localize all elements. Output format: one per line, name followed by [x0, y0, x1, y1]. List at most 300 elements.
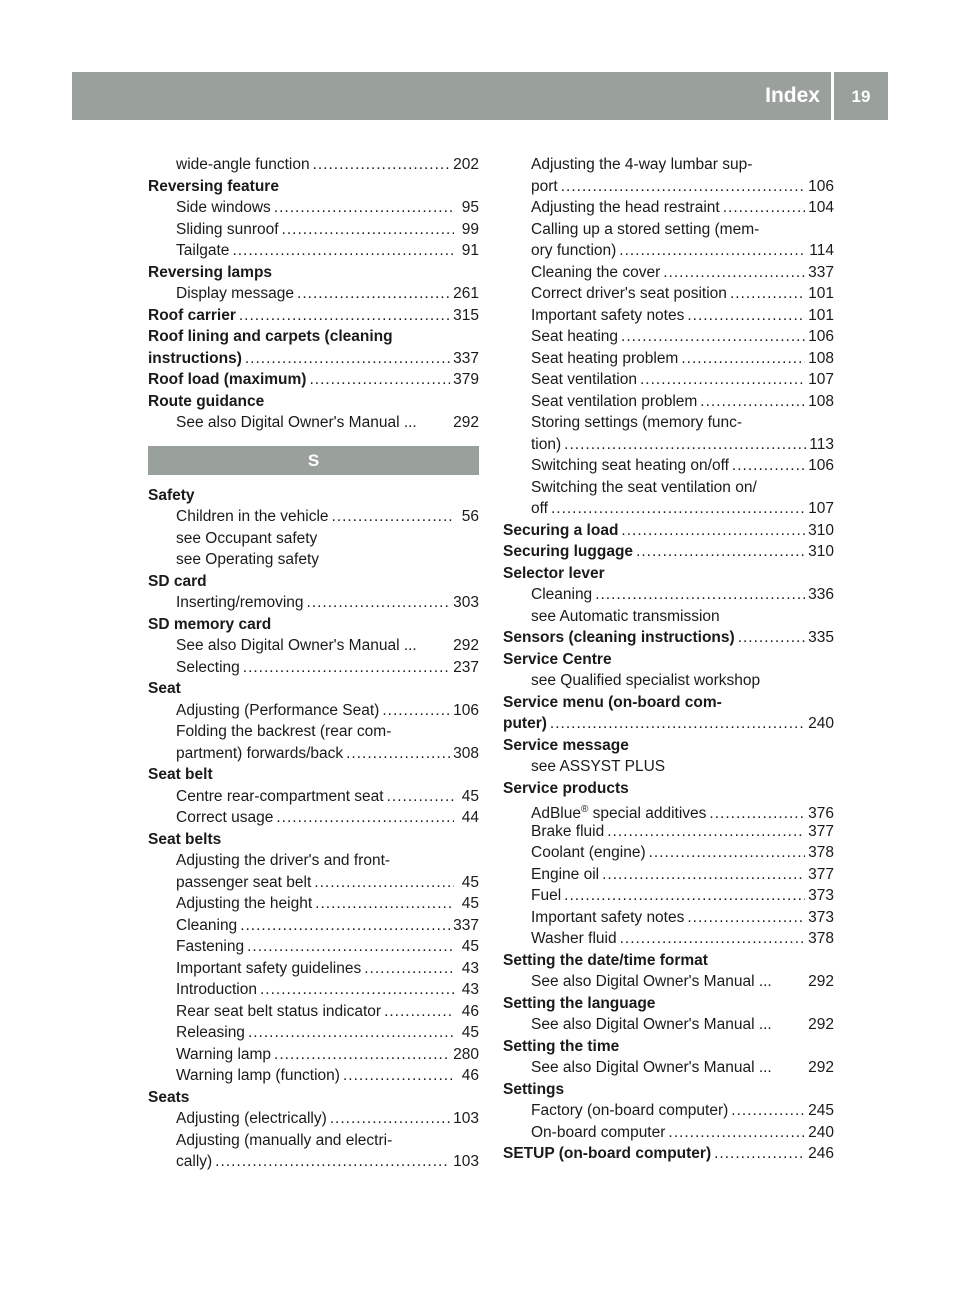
entry-text: Correct usage: [176, 809, 274, 826]
dot-leader: [309, 369, 450, 391]
entry-text: Folding the backrest (rear com-: [176, 723, 392, 740]
dot-leader: [564, 885, 805, 907]
dot-leader: [732, 455, 805, 477]
entry-text: Selecting: [176, 658, 240, 676]
index-subentry: [503, 240, 834, 262]
dot-leader: [738, 627, 805, 649]
entry-text: Warning lamp (function): [176, 1067, 340, 1084]
index-subentry: [148, 592, 479, 614]
entry-text: Rear seat belt status indicator: [176, 1002, 382, 1020]
entry-text: see Automatic transmission: [531, 607, 720, 625]
page-reference: 240: [808, 1123, 834, 1141]
page-reference: 261: [453, 285, 479, 302]
index-entry: [148, 1087, 479, 1109]
entry-text: Service message: [503, 736, 629, 754]
index-entry: [503, 993, 834, 1015]
index-entry: [148, 305, 479, 327]
index-subentry: [503, 197, 834, 219]
index-entry: [503, 520, 834, 542]
index-subentry: [503, 670, 834, 692]
section-title: Index: [765, 84, 820, 107]
page-reference: 101: [808, 285, 834, 302]
entry-text: Seat ventilation: [531, 371, 637, 388]
page-reference: 237: [453, 658, 479, 676]
index-subentry: [148, 743, 479, 765]
index-subentry: [148, 1130, 479, 1152]
page-reference: 292: [808, 1016, 834, 1033]
index-subentry: [503, 907, 834, 929]
index-subentry: [148, 657, 479, 679]
dot-leader: [364, 958, 454, 980]
dot-leader: [602, 864, 805, 886]
page-reference: 45: [461, 787, 479, 805]
entry-text: Cleaning: [176, 916, 238, 934]
page-number: 19: [851, 87, 871, 106]
dot-leader: [636, 541, 805, 563]
entry-text: Adjusting the height: [176, 895, 313, 912]
index-subentry: [148, 872, 479, 894]
dot-leader: [243, 657, 450, 679]
dot-leader: [564, 434, 806, 456]
dot-leader: [245, 348, 450, 370]
index-entry: [503, 692, 834, 714]
page-reference: 376: [808, 805, 834, 821]
index-subentry: [148, 154, 479, 176]
entry-text: Reversing feature: [148, 177, 279, 195]
index-entry: [148, 348, 479, 370]
dot-leader: [723, 197, 805, 219]
page-reference: 378: [808, 844, 834, 861]
page-reference: 113: [809, 435, 834, 453]
index-subentry: [148, 1022, 479, 1044]
entry-text: Roof lining and carpets (cleaning: [148, 328, 393, 345]
page-reference: 378: [808, 930, 834, 947]
index-group: [503, 154, 834, 1165]
entry-text: Adjusting the head restraint: [531, 199, 720, 216]
index-subentry: [503, 1122, 834, 1144]
page-reference: 337: [808, 263, 834, 281]
page-reference: 114: [809, 242, 834, 259]
index-subentry: [503, 434, 834, 456]
index-subentry: [148, 958, 479, 980]
entry-text: cally): [176, 1153, 213, 1170]
index-entry: [148, 262, 479, 284]
dot-leader: [621, 520, 805, 542]
entry-text: Engine oil: [531, 865, 600, 883]
page-reference: 310: [808, 543, 834, 560]
index-entry: [503, 735, 834, 757]
index-entry: [148, 369, 479, 391]
dot-leader: [619, 240, 806, 262]
dot-leader: [621, 326, 805, 348]
index-entry: [503, 1143, 834, 1165]
index-entry: [148, 485, 479, 507]
index-entry: [148, 571, 479, 593]
index-subentry: [148, 979, 479, 1001]
dot-leader: [700, 391, 805, 413]
entry-text: instructions): [148, 349, 242, 367]
dot-leader: [681, 348, 805, 370]
page-reference: 379: [453, 371, 479, 388]
entry-text: partment) forwards/back: [176, 744, 344, 762]
dot-leader: [640, 369, 805, 391]
page-reference: 303: [453, 594, 479, 611]
entry-text: Important safety guidelines: [176, 959, 362, 977]
page-reference: 337: [453, 349, 479, 367]
page-reference: 240: [808, 715, 834, 732]
entry-text: off: [531, 500, 548, 517]
entry-text: passenger seat belt: [176, 873, 312, 891]
entry-text: Selector lever: [503, 564, 605, 582]
index-subentry: [503, 326, 834, 348]
index-subentry: [503, 864, 834, 886]
index-subentry: [503, 842, 834, 864]
page-reference: 315: [453, 306, 479, 324]
entry-text: Setting the language: [503, 994, 656, 1012]
index-entry: [148, 326, 479, 348]
dot-leader: [247, 936, 454, 958]
dot-leader: [687, 305, 805, 327]
entry-text: Adjusting (Performance Seat): [176, 701, 380, 719]
entry-text: Roof load (maximum): [148, 371, 307, 388]
index-group: [148, 485, 479, 1173]
index-entry: [148, 829, 479, 851]
entry-text: Fastening: [176, 938, 245, 955]
index-subentry: [503, 391, 834, 413]
entry-text: Inserting/removing: [176, 594, 304, 611]
entry-text: Seat belts: [148, 830, 222, 848]
dot-leader: [382, 700, 450, 722]
index-subentry: [503, 1100, 834, 1122]
index-subentry: [148, 412, 479, 434]
page-reference: 104: [808, 199, 834, 216]
dot-leader: [595, 584, 805, 606]
index-column-right: [503, 154, 834, 1165]
entry-text: Children in the vehicle: [176, 508, 329, 525]
index-subentry: [148, 219, 479, 241]
entry-text: Tailgate: [176, 242, 230, 259]
entry-text: Introduction: [176, 981, 257, 998]
page-reference: 202: [453, 156, 479, 173]
dot-leader: [709, 803, 805, 821]
index-subentry: [148, 700, 479, 722]
entry-text: Setting the date/time format: [503, 951, 708, 969]
entry-text: Seat heating problem: [531, 349, 679, 367]
page-reference: 377: [808, 865, 834, 883]
dot-leader: [215, 1151, 450, 1173]
entry-text: Reversing lamps: [148, 263, 273, 281]
dot-leader: [282, 219, 454, 241]
page-reference: 103: [453, 1110, 479, 1127]
dot-leader: [730, 283, 805, 305]
entry-text: Sliding sunroof: [176, 220, 279, 238]
entry-text: tion): [531, 435, 562, 453]
entry-text: See also Digital Owner's Manual ...: [176, 414, 417, 431]
page-reference: 373: [808, 908, 834, 926]
entry-text: Factory (on-board computer): [531, 1102, 729, 1119]
dot-leader: [274, 197, 454, 219]
entry-text: port: [531, 177, 558, 195]
index-entry: [148, 614, 479, 636]
entry-text: see Operating safety: [176, 551, 320, 568]
index-entry: [503, 950, 834, 972]
entry-text: Cleaning the cover: [531, 263, 661, 281]
page-reference: 46: [461, 1067, 479, 1084]
index-subentry: [148, 1044, 479, 1066]
entry-text: Warning lamp: [176, 1045, 272, 1063]
index-subentry: [148, 1108, 479, 1130]
entry-text: Important safety notes: [531, 306, 685, 324]
dot-leader: [561, 176, 805, 198]
entry-text: ory function): [531, 242, 617, 259]
entry-text: Service menu (on-board com-: [503, 693, 722, 711]
page-reference: 335: [808, 629, 834, 646]
index-column-left: [148, 154, 479, 1173]
dot-leader: [240, 915, 450, 937]
entry-text: Adjusting (electrically): [176, 1110, 327, 1127]
page-reference: 292: [808, 973, 834, 990]
index-group: [148, 154, 479, 434]
index-entry: [503, 778, 834, 800]
entry-text: See also Digital Owner's Manual ...: [531, 1016, 772, 1033]
index-entry: [148, 176, 479, 198]
entry-text: puter): [503, 715, 547, 732]
page-reference: 292: [808, 1059, 834, 1076]
dot-leader: [315, 893, 454, 915]
page-reference: 336: [808, 586, 834, 603]
entry-text-part: special additives: [588, 805, 707, 821]
page-reference: 292: [453, 637, 479, 654]
page-reference: 91: [461, 242, 479, 259]
index-subentry: [148, 240, 479, 262]
index-subentry: [503, 821, 834, 843]
index-subentry: [148, 197, 479, 219]
page-reference: 310: [808, 521, 834, 539]
index-subentry: [148, 721, 479, 743]
page-reference: 308: [453, 744, 479, 762]
index-subentry: [148, 635, 479, 657]
index-entry: [148, 391, 479, 413]
page-reference: 106: [808, 457, 834, 474]
index-subentry: [148, 1065, 479, 1087]
index-entry: [503, 713, 834, 735]
index-subentry: [503, 1014, 834, 1036]
entry-text: wide-angle function: [176, 156, 310, 173]
index-subentry: [148, 915, 479, 937]
index-subentry: [503, 971, 834, 993]
dot-leader: [346, 743, 450, 765]
dot-leader: [731, 1100, 805, 1122]
index-subentry: [503, 348, 834, 370]
entry-text: SD card: [148, 572, 207, 590]
entry-text: Coolant (engine): [531, 844, 646, 861]
dot-leader: [343, 1065, 454, 1087]
dot-leader: [384, 1001, 454, 1023]
dot-leader: [687, 907, 805, 929]
page-reference: 107: [808, 371, 834, 388]
page-reference: 245: [808, 1102, 834, 1119]
entry-text: See also Digital Owner's Manual ...: [531, 973, 772, 990]
page-reference: 95: [461, 199, 479, 216]
registered-mark: ®: [580, 804, 589, 815]
entry-text: Correct driver's seat position: [531, 285, 727, 302]
dot-leader: [260, 979, 454, 1001]
index-subentry: [503, 412, 834, 434]
page-reference: 45: [461, 1024, 479, 1041]
dot-leader: [550, 713, 805, 735]
entry-text: Calling up a stored setting (mem-: [531, 220, 760, 238]
page-reference: 103: [453, 1153, 479, 1170]
index-subentry: [503, 606, 834, 628]
page-reference: 43: [461, 959, 479, 977]
index-subentry: [503, 584, 834, 606]
index-subentry: [503, 1057, 834, 1079]
entry-text: Adjusting the 4-way lumbar sup-: [531, 156, 753, 173]
entry-text: Seats: [148, 1088, 190, 1106]
entry-text: Adjusting (manually and electri-: [176, 1131, 393, 1149]
entry-text: Cleaning: [531, 586, 593, 603]
index-subentry: [148, 936, 479, 958]
dot-leader: [307, 592, 451, 614]
index-subentry: [503, 369, 834, 391]
page-reference: 99: [461, 220, 479, 238]
dot-leader: [332, 506, 454, 528]
page-reference: 108: [808, 349, 834, 367]
index-subentry: [148, 549, 479, 571]
index-subentry: [148, 850, 479, 872]
dot-leader: [387, 786, 454, 808]
entry-text: Storing settings (memory func-: [531, 414, 743, 431]
index-entry: [503, 627, 834, 649]
index-subentry: [503, 154, 834, 176]
entry-text: see Qualified specialist workshop: [531, 672, 761, 689]
dot-leader: [714, 1143, 805, 1165]
dot-leader: [239, 305, 450, 327]
page-reference: 292: [453, 414, 479, 431]
dot-leader: [274, 1044, 450, 1066]
index-subentry: [503, 219, 834, 241]
page-reference: 101: [808, 306, 834, 324]
dot-leader: [276, 807, 454, 829]
entry-text: See also Digital Owner's Manual ...: [531, 1059, 772, 1076]
entry-text: Fuel: [531, 887, 562, 904]
entry-text: Safety: [148, 486, 195, 504]
section-letter-bar: S: [148, 446, 479, 475]
entry-text: Seat belt: [148, 766, 213, 783]
page-reference: 106: [808, 177, 834, 195]
entry-text: see ASSYST PLUS: [531, 758, 666, 775]
index-entry: [503, 649, 834, 671]
index-entry: [503, 563, 834, 585]
dot-leader: [314, 872, 454, 894]
page-reference: 46: [461, 1002, 479, 1020]
dot-leader: [330, 1108, 450, 1130]
dot-leader: [248, 1022, 454, 1044]
entry-text-part: AdBlue: [531, 805, 581, 821]
index-entry: [503, 541, 834, 563]
page-reference: 45: [461, 895, 479, 912]
index-subentry: [148, 1001, 479, 1023]
index-subentry: [148, 893, 479, 915]
entry-text: Centre rear-compartment seat: [176, 787, 384, 805]
page-reference: 106: [808, 328, 834, 345]
index-subentry: [148, 1151, 479, 1173]
entry-text: On-board computer: [531, 1123, 666, 1141]
page-reference: 107: [808, 500, 834, 517]
entry-text: [531, 799, 706, 821]
entry-text: Adjusting the driver's and front-: [176, 852, 391, 869]
dot-leader: [649, 842, 806, 864]
index-entry: [148, 764, 479, 786]
page-reference: 337: [453, 916, 479, 934]
index-subentry: [503, 799, 834, 821]
index-subentry: [503, 477, 834, 499]
page-reference: 56: [461, 508, 479, 525]
entry-text: Service products: [503, 779, 629, 797]
dot-leader: [663, 262, 805, 284]
page-reference: 377: [808, 822, 834, 840]
page-reference: 246: [808, 1145, 834, 1162]
entry-text: Switching the seat ventilation on/: [531, 478, 757, 496]
entry-text: Setting the time: [503, 1037, 620, 1055]
index-subentry: [503, 283, 834, 305]
entry-text: Seat heating: [531, 328, 619, 345]
index-subentry: [503, 262, 834, 284]
page-reference: 373: [808, 887, 834, 904]
page-reference: 106: [453, 701, 479, 719]
dot-leader: [232, 240, 454, 262]
dot-leader: [668, 1122, 805, 1144]
entry-text: Securing luggage: [503, 543, 634, 560]
page-reference: 108: [808, 392, 834, 410]
entry-text: Settings: [503, 1080, 565, 1098]
entry-text: Releasing: [176, 1024, 245, 1041]
page-reference: 43: [461, 981, 479, 998]
entry-text: Service Centre: [503, 650, 612, 668]
entry-text: Roof carrier: [148, 306, 236, 324]
index-subentry: [503, 176, 834, 198]
index-subentry: [148, 283, 479, 305]
index-subentry: [148, 807, 479, 829]
entry-text: Side windows: [176, 199, 271, 216]
entry-text: Sensors (cleaning instructions): [503, 629, 735, 646]
index-subentry: [503, 928, 834, 950]
dot-leader: [551, 498, 805, 520]
page-reference: 45: [461, 938, 479, 955]
index-entry: [503, 1079, 834, 1101]
page-reference: 280: [453, 1045, 479, 1063]
entry-text: Washer fluid: [531, 930, 617, 947]
page-reference: 45: [461, 873, 479, 891]
entry-text: SETUP (on-board computer): [503, 1145, 712, 1162]
index-subentry: [148, 528, 479, 550]
entry-text: Display message: [176, 285, 295, 302]
index-subentry: [503, 885, 834, 907]
entry-text: Route guidance: [148, 392, 265, 410]
entry-text: SD memory card: [148, 615, 272, 633]
index-subentry: [503, 305, 834, 327]
index-entry: [503, 1036, 834, 1058]
dot-leader: [313, 154, 451, 176]
index-subentry: [148, 506, 479, 528]
dot-leader: [297, 283, 450, 305]
index-subentry: [503, 498, 834, 520]
entry-text: See also Digital Owner's Manual ...: [176, 637, 417, 654]
entry-text: Seat: [148, 680, 181, 697]
dot-leader: [607, 821, 805, 843]
entry-text: Securing a load: [503, 521, 619, 539]
entry-text: Brake fluid: [531, 822, 605, 840]
